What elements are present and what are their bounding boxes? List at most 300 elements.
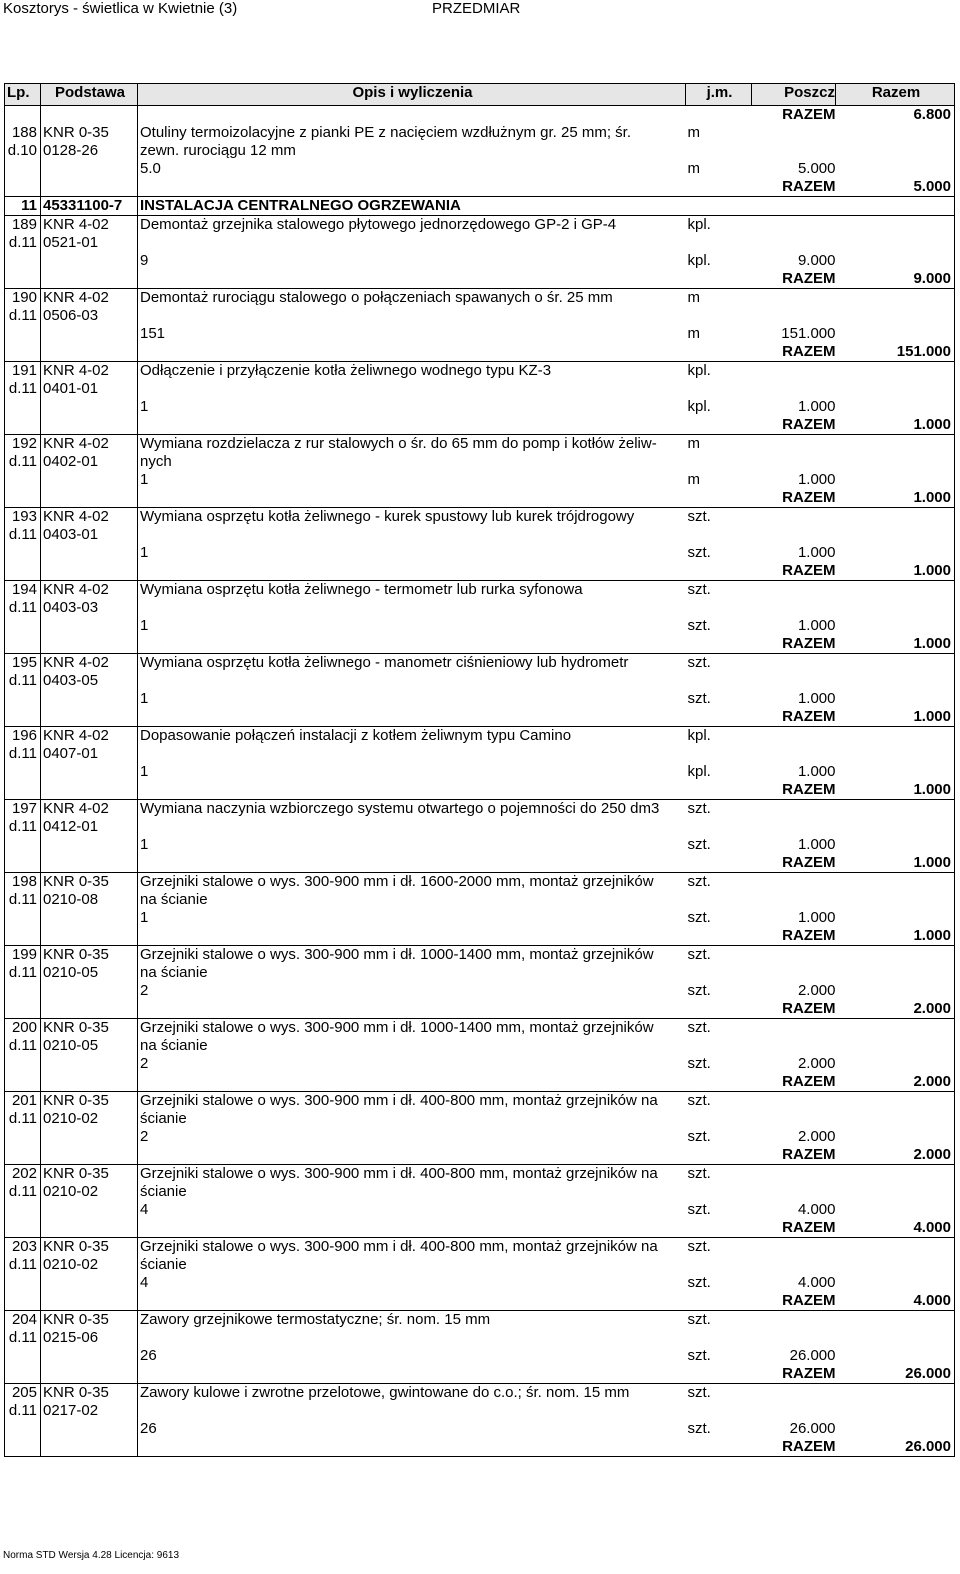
item-unit: szt. — [687, 1384, 711, 1401]
item-total-row — [5, 562, 955, 581]
item-razem: 4.000 — [836, 1292, 955, 1311]
item-poszcz: 26.000 — [789, 1420, 836, 1437]
item-unit: m — [687, 289, 700, 306]
razem-label: RAZEM — [752, 927, 836, 946]
item-unit: m — [687, 124, 700, 141]
col-poszcz: Poszcz — [752, 84, 836, 106]
item-unit — [686, 1110, 752, 1128]
razem-label: RAZEM — [752, 1073, 836, 1092]
item-description: ścianie — [140, 1256, 187, 1273]
item-unit — [686, 1329, 752, 1347]
item-unit: szt. — [687, 800, 711, 817]
item-razem: 1.000 — [836, 489, 955, 508]
item-row — [5, 307, 955, 325]
item-description: Grzejniki stalowe o wys. 300-900 mm i dł. 400-800 mm, montaż grzejników na — [140, 1165, 658, 1182]
item-description: na ścianie — [140, 1037, 208, 1054]
item-unit: szt. — [687, 1238, 711, 1255]
item-calc-unit: szt. — [687, 1274, 711, 1291]
item-description: zewn. rurociągu 12 mm — [140, 142, 296, 159]
item-poszcz: 2.000 — [797, 982, 836, 999]
item-row — [5, 1384, 955, 1403]
item-total-row — [5, 1219, 955, 1238]
item-poszcz: 1.000 — [797, 544, 836, 561]
item-total-row — [5, 1438, 955, 1457]
razem-label: RAZEM — [752, 1292, 836, 1311]
item-podstawa: 0210-05 — [41, 964, 138, 982]
item-calc-row — [5, 1420, 955, 1438]
carry-total-value: 6.800 — [836, 106, 955, 125]
item-poszcz: 1.000 — [797, 617, 836, 634]
item-poszcz: 1.000 — [797, 836, 836, 853]
item-calc-row — [5, 1201, 955, 1219]
item-row — [5, 1110, 955, 1128]
item-podstawa: KNR 4-02 — [41, 727, 138, 746]
razem-label: RAZEM — [752, 1365, 836, 1384]
item-calc-row — [5, 690, 955, 708]
item-total-row — [5, 416, 955, 435]
item-razem: 1.000 — [836, 416, 955, 435]
item-calc-row — [5, 1128, 955, 1146]
item-description — [138, 745, 686, 763]
item-lp: 189 — [5, 216, 41, 235]
item-row — [5, 891, 955, 909]
item-podstawa: KNR 4-02 — [41, 289, 138, 308]
item-description: Grzejniki stalowe o wys. 300-900 mm i dł. 400-800 mm, montaż grzejników na — [140, 1238, 658, 1255]
item-poszcz: 1.000 — [797, 690, 836, 707]
item-podstawa: 0128-26 — [41, 142, 138, 160]
item-row — [5, 946, 955, 965]
item-row — [5, 453, 955, 471]
item-description: Wymiana rozdzielacza z rur stalowych o śr. do 65 mm do pomp i kotłów żeliw- — [140, 435, 657, 452]
item-podstawa: KNR 0-35 — [41, 1092, 138, 1111]
document-type: PRZEDMIAR — [432, 0, 521, 17]
item-calc: 1 — [140, 544, 149, 561]
item-calc: 4 — [140, 1201, 149, 1218]
item-poszcz: 1.000 — [797, 398, 836, 415]
item-calc: 26 — [140, 1420, 157, 1437]
item-lp: 193 — [5, 508, 41, 527]
item-razem: 26.000 — [836, 1438, 955, 1457]
item-lp: d.11 — [5, 964, 41, 982]
item-description — [138, 1329, 686, 1347]
item-calc: 151 — [140, 325, 166, 342]
carry-total-row — [5, 106, 955, 125]
item-row — [5, 964, 955, 982]
item-lp: d.11 — [5, 818, 41, 836]
item-lp: d.11 — [5, 1329, 41, 1347]
item-unit: szt. — [687, 1165, 711, 1182]
item-podstawa: KNR 4-02 — [41, 800, 138, 819]
item-lp: 198 — [5, 873, 41, 892]
item-poszcz: 2.000 — [797, 1055, 836, 1072]
item-total-row — [5, 781, 955, 800]
item-calc-row — [5, 836, 955, 854]
item-unit — [686, 380, 752, 398]
item-total-row — [5, 1292, 955, 1311]
item-unit: szt. — [687, 1019, 711, 1036]
item-calc: 1 — [140, 617, 149, 634]
item-calc-row — [5, 982, 955, 1000]
item-poszcz: 1.000 — [797, 909, 836, 926]
razem-label: RAZEM — [752, 343, 836, 362]
item-razem: 2.000 — [836, 1146, 955, 1165]
item-podstawa: 0210-02 — [41, 1110, 138, 1128]
item-description: Otuliny termoizolacyjne z pianki PE z nacięciem wzdłużnym gr. 25 mm; śr. — [140, 124, 632, 141]
item-calc-row — [5, 909, 955, 927]
col-podstawa: Podstawa — [41, 84, 138, 106]
item-unit: szt. — [687, 873, 711, 890]
item-podstawa: KNR 4-02 — [41, 581, 138, 600]
item-lp: d.11 — [5, 380, 41, 398]
item-poszcz: 9.000 — [797, 252, 836, 269]
item-description — [138, 526, 686, 544]
item-razem: 2.000 — [836, 1073, 955, 1092]
item-calc-row — [5, 252, 955, 270]
item-podstawa: 0210-08 — [41, 891, 138, 909]
item-unit: kpl. — [687, 362, 711, 379]
item-description: Zawory kulowe i zwrotne przelotowe, gwintowane do c.o.; śr. nom. 15 mm — [140, 1384, 630, 1401]
razem-label: RAZEM — [752, 708, 836, 727]
item-calc-unit: szt. — [687, 1055, 711, 1072]
item-razem: 151.000 — [836, 343, 955, 362]
item-unit — [686, 599, 752, 617]
item-description: Grzejniki stalowe o wys. 300-900 mm i dł. 1000-1400 mm, montaż grzejników — [140, 1019, 654, 1036]
item-lp: 191 — [5, 362, 41, 381]
item-podstawa: 0401-01 — [41, 380, 138, 398]
item-calc-unit: szt. — [687, 1201, 711, 1218]
item-razem: 2.000 — [836, 1000, 955, 1019]
item-lp: 195 — [5, 654, 41, 673]
item-podstawa: 0521-01 — [41, 234, 138, 252]
item-calc-unit: kpl. — [687, 252, 711, 269]
item-calc: 2 — [140, 1055, 149, 1072]
item-row — [5, 581, 955, 600]
item-row — [5, 526, 955, 544]
item-podstawa: 0210-05 — [41, 1037, 138, 1055]
razem-label: RAZEM — [752, 562, 836, 581]
item-podstawa: KNR 0-35 — [41, 1165, 138, 1184]
razem-label: RAZEM — [752, 1000, 836, 1019]
item-row — [5, 124, 955, 142]
item-calc-row — [5, 325, 955, 343]
item-calc-row — [5, 1347, 955, 1365]
item-description: Demontaż grzejnika stalowego płytowego jednorzędowego GP-2 i GP-4 — [140, 216, 617, 233]
item-podstawa: KNR 0-35 — [41, 1238, 138, 1257]
item-lp: d.11 — [5, 453, 41, 471]
item-total-row — [5, 854, 955, 873]
item-podstawa: KNR 0-35 — [41, 873, 138, 892]
item-calc: 1 — [140, 690, 149, 707]
item-lp: d.11 — [5, 1256, 41, 1274]
item-lp: 196 — [5, 727, 41, 746]
razem-label: RAZEM — [752, 416, 836, 435]
item-unit: szt. — [687, 1092, 711, 1109]
item-row — [5, 1311, 955, 1330]
item-description: ścianie — [140, 1183, 187, 1200]
razem-label: RAZEM — [752, 178, 836, 197]
razem-label: RAZEM — [752, 781, 836, 800]
item-calc-unit: szt. — [687, 1128, 711, 1145]
item-lp: 201 — [5, 1092, 41, 1111]
document-title: Kosztorys - świetlica w Kwietnie (3) — [3, 0, 238, 17]
section-title: INSTALACJA CENTRALNEGO OGRZEWANIA — [138, 197, 836, 216]
item-row — [5, 745, 955, 763]
item-row — [5, 1019, 955, 1038]
item-razem: 9.000 — [836, 270, 955, 289]
item-lp: 199 — [5, 946, 41, 965]
item-unit: szt. — [687, 1311, 711, 1328]
item-description: Odłączenie i przyłączenie kotła żeliwnego wodnego typu KZ-3 — [140, 362, 552, 379]
item-row — [5, 654, 955, 673]
item-calc-unit: m — [687, 471, 700, 488]
item-calc-unit: m — [687, 325, 700, 342]
item-unit: szt. — [687, 946, 711, 963]
item-poszcz: 4.000 — [797, 1201, 836, 1218]
page-header — [0, 0, 960, 20]
item-description: Wymiana osprzętu kotła żeliwnego - manometr ciśnieniowy lub hydrometr — [140, 654, 629, 671]
item-podstawa: 0402-01 — [41, 453, 138, 471]
item-row — [5, 818, 955, 836]
item-calc: 9 — [140, 252, 149, 269]
item-description: na ścianie — [140, 964, 208, 981]
item-calc-row — [5, 1274, 955, 1292]
item-lp: d.10 — [5, 142, 41, 160]
section-code: 45331100-7 — [41, 197, 138, 216]
item-podstawa: KNR 4-02 — [41, 435, 138, 454]
item-row — [5, 1329, 955, 1347]
item-calc: 4 — [140, 1274, 149, 1291]
item-lp: d.11 — [5, 526, 41, 544]
item-row — [5, 216, 955, 235]
item-calc-unit: m — [687, 160, 700, 177]
item-row — [5, 142, 955, 160]
item-description: Grzejniki stalowe o wys. 300-900 mm i dł. 1600-2000 mm, montaż grzejników — [140, 873, 654, 890]
item-row — [5, 1238, 955, 1257]
item-razem: 1.000 — [836, 635, 955, 654]
item-description — [138, 672, 686, 690]
item-lp: d.11 — [5, 1183, 41, 1201]
item-podstawa: 0217-02 — [41, 1402, 138, 1420]
item-unit — [686, 307, 752, 325]
item-podstawa: KNR 4-02 — [41, 654, 138, 673]
item-razem: 1.000 — [836, 781, 955, 800]
col-razem: Razem — [836, 84, 955, 106]
item-calc: 1 — [140, 471, 149, 488]
item-calc-unit: szt. — [687, 690, 711, 707]
item-row — [5, 1402, 955, 1420]
section-row — [5, 197, 955, 216]
item-calc-unit: szt. — [687, 982, 711, 999]
item-description — [138, 307, 686, 325]
item-row — [5, 1256, 955, 1274]
item-calc-row — [5, 398, 955, 416]
item-description: Zawory grzejnikowe termostatyczne; śr. nom. 15 mm — [140, 1311, 491, 1328]
item-unit — [686, 1256, 752, 1274]
item-row — [5, 234, 955, 252]
item-lp: 205 — [5, 1384, 41, 1403]
item-description: Dopasowanie połączeń instalacji z kotłem żeliwnym typu Camino — [140, 727, 572, 744]
item-poszcz: 2.000 — [797, 1128, 836, 1145]
item-total-row — [5, 708, 955, 727]
item-description — [138, 380, 686, 398]
item-podstawa: 0403-01 — [41, 526, 138, 544]
item-razem: 1.000 — [836, 708, 955, 727]
item-total-row — [5, 1000, 955, 1019]
item-podstawa: 0210-02 — [41, 1183, 138, 1201]
item-unit — [686, 964, 752, 982]
item-lp: d.11 — [5, 1037, 41, 1055]
item-row — [5, 873, 955, 892]
razem-label: RAZEM — [752, 270, 836, 289]
item-calc-row — [5, 160, 955, 178]
item-lp: 200 — [5, 1019, 41, 1038]
item-unit: szt. — [687, 654, 711, 671]
item-poszcz: 4.000 — [797, 1274, 836, 1291]
item-unit — [686, 453, 752, 471]
item-unit — [686, 234, 752, 252]
item-podstawa: KNR 0-35 — [41, 1019, 138, 1038]
item-podstawa: KNR 4-02 — [41, 508, 138, 527]
item-unit — [686, 672, 752, 690]
item-lp: 202 — [5, 1165, 41, 1184]
item-lp: d.11 — [5, 1402, 41, 1420]
item-podstawa: 0210-02 — [41, 1256, 138, 1274]
item-lp: 190 — [5, 289, 41, 308]
item-unit — [686, 745, 752, 763]
razem-label: RAZEM — [752, 854, 836, 873]
item-row — [5, 672, 955, 690]
item-description: Grzejniki stalowe o wys. 300-900 mm i dł. 400-800 mm, montaż grzejników na — [140, 1092, 658, 1109]
item-description: ścianie — [140, 1110, 187, 1127]
item-poszcz: 151.000 — [781, 325, 836, 342]
item-row — [5, 727, 955, 746]
razem-label: RAZEM — [782, 106, 836, 123]
item-total-row — [5, 927, 955, 946]
item-podstawa: 0407-01 — [41, 745, 138, 763]
item-lp: 192 — [5, 435, 41, 454]
item-calc-row — [5, 544, 955, 562]
item-podstawa: 0506-03 — [41, 307, 138, 325]
table-body — [5, 106, 955, 1457]
item-row — [5, 362, 955, 381]
item-calc-row — [5, 471, 955, 489]
item-podstawa: 0403-05 — [41, 672, 138, 690]
item-calc-unit: kpl. — [687, 763, 711, 780]
razem-label: RAZEM — [752, 1146, 836, 1165]
item-total-row — [5, 1146, 955, 1165]
item-row — [5, 508, 955, 527]
item-lp: 194 — [5, 581, 41, 600]
item-calc: 2 — [140, 982, 149, 999]
item-row — [5, 1165, 955, 1184]
item-calc: 1 — [140, 763, 149, 780]
razem-label: RAZEM — [752, 1438, 836, 1457]
item-description: Wymiana naczynia wzbiorczego systemu otwartego o pojemności do 250 dm3 — [140, 800, 660, 817]
item-calc: 1 — [140, 909, 149, 926]
item-description — [138, 234, 686, 252]
item-row — [5, 1092, 955, 1111]
item-podstawa: KNR 0-35 — [41, 1311, 138, 1330]
item-lp: 204 — [5, 1311, 41, 1330]
item-row — [5, 380, 955, 398]
item-calc: 1 — [140, 398, 149, 415]
item-total-row — [5, 343, 955, 362]
item-calc-unit: kpl. — [687, 398, 711, 415]
item-calc: 1 — [140, 836, 149, 853]
item-calc-row — [5, 617, 955, 635]
item-poszcz: 26.000 — [789, 1347, 836, 1364]
item-total-row — [5, 1365, 955, 1384]
item-unit: szt. — [687, 508, 711, 525]
item-calc-unit: szt. — [687, 909, 711, 926]
item-unit: kpl. — [687, 216, 711, 233]
item-description: Wymiana osprzętu kotła żeliwnego - termometr lub rurka syfonowa — [140, 581, 583, 598]
item-description — [138, 599, 686, 617]
item-lp: d.11 — [5, 745, 41, 763]
item-podstawa: KNR 0-35 — [41, 1384, 138, 1403]
item-unit — [686, 891, 752, 909]
item-calc-row — [5, 1055, 955, 1073]
item-poszcz: 1.000 — [797, 763, 836, 780]
item-podstawa: KNR 0-35 — [41, 124, 138, 142]
item-lp: d.11 — [5, 1110, 41, 1128]
razem-label: RAZEM — [752, 1219, 836, 1238]
item-calc: 2 — [140, 1128, 149, 1145]
item-poszcz: 1.000 — [797, 471, 836, 488]
item-total-row — [5, 178, 955, 197]
item-row — [5, 599, 955, 617]
item-razem: 4.000 — [836, 1219, 955, 1238]
item-unit: kpl. — [687, 727, 711, 744]
item-lp: d.11 — [5, 891, 41, 909]
item-unit: m — [687, 435, 700, 452]
section-lp: 11 — [5, 197, 41, 216]
item-razem: 26.000 — [836, 1365, 955, 1384]
item-lp: d.11 — [5, 307, 41, 325]
item-razem: 1.000 — [836, 854, 955, 873]
col-jm: j.m. — [686, 84, 752, 106]
item-calc-unit: szt. — [687, 617, 711, 634]
item-lp: 197 — [5, 800, 41, 819]
item-podstawa: KNR 4-02 — [41, 362, 138, 381]
cost-estimate-table — [4, 83, 955, 1457]
item-podstawa: 0412-01 — [41, 818, 138, 836]
item-podstawa: KNR 4-02 — [41, 216, 138, 235]
item-description — [138, 818, 686, 836]
table-header — [5, 84, 955, 106]
item-total-row — [5, 1073, 955, 1092]
item-unit — [686, 142, 752, 160]
item-description: Grzejniki stalowe o wys. 300-900 mm i dł. 1000-1400 mm, montaż grzejników — [140, 946, 654, 963]
item-description: Demontaż rurociągu stalowego o połączeniach spawanych o śr. 25 mm — [140, 289, 613, 306]
item-unit — [686, 526, 752, 544]
item-row — [5, 800, 955, 819]
razem-label: RAZEM — [752, 489, 836, 508]
item-unit — [686, 1183, 752, 1201]
item-podstawa: 0403-03 — [41, 599, 138, 617]
item-description: na ścianie — [140, 891, 208, 908]
item-lp: d.11 — [5, 234, 41, 252]
item-total-row — [5, 270, 955, 289]
item-row — [5, 435, 955, 454]
item-unit — [686, 818, 752, 836]
item-razem: 1.000 — [836, 927, 955, 946]
item-lp: d.11 — [5, 672, 41, 690]
item-calc: 5.0 — [140, 160, 161, 177]
item-podstawa: 0215-06 — [41, 1329, 138, 1347]
item-calc-unit: szt. — [687, 1347, 711, 1364]
item-lp: 188 — [5, 124, 41, 142]
